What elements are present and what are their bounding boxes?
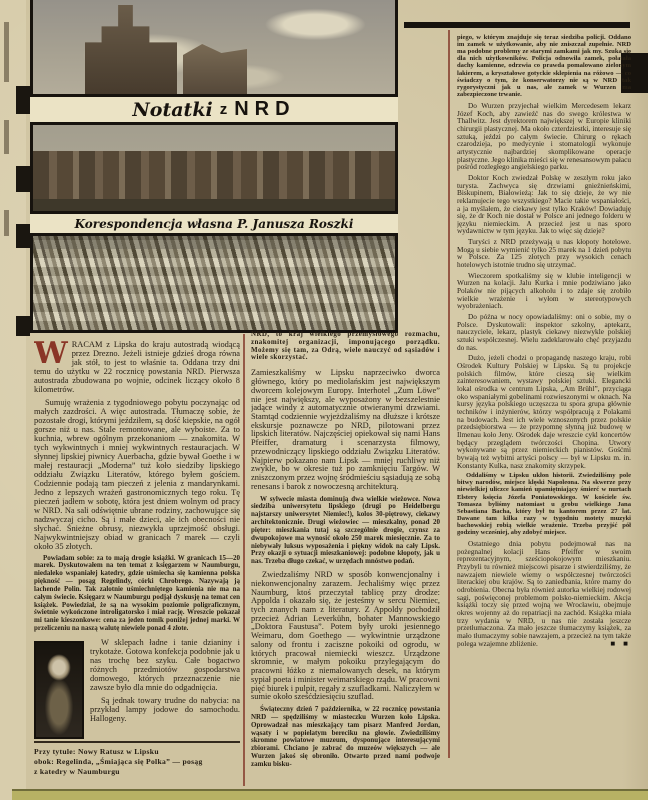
town-hall-tower-silhouette: [85, 5, 177, 94]
column-rule-left: [243, 334, 245, 786]
end-of-article-squares: ■ ■: [610, 638, 631, 648]
drop-cap: W: [34, 340, 68, 371]
paragraph-small-print: piego, w którym znajduje się teraz siedziba policji. Oddano im zamek w użytkowanie, aby nie zniszczał zupełnie. NRD ma podobne problemy ze starymi zamkami jak my. Szuka się dla nich użytkowników. Policja odnowiła zamek, połatała dachy kamienne, odrzwia co prawda pomalowano zielonym lakierem, a kryształowe gotyckie sklepienia na różowo — co świadczy o tym, że konserwatorzy nie są w NRD tak rygorystyczni jak u nas, ale zamek w Wurzen ma zabezpieczone trwanie.: [457, 34, 631, 98]
bottom-page-band: [12, 789, 648, 800]
photo-montage: [30, 0, 398, 333]
paragraph-text: Ostatniego dnia pobytu podejmował nas na pożegnalnej kolacji Hans Pfeiffer w swoim reprezentacyjnym, sześciopokojowym mieszkaniu. Przybyli tu również miejscowi pisarze i stwierdziliśmy, że nawzajem niewiele wiemy o współczesnej twórczości literackiej obu krajów. Są to zaniedbania, które mamy do odrobienia. Obecna była również autorka wielkiej rodowej sagi, poświęconej problemom polsko-niemieckim. Akcja książki toczy się przed wojną we Wrocławiu, obejmuje okres wojenny aż do repatriacji na zachód. Książka miała trzy wydania w NRD, u nas nie została jeszcze przetłumaczona. Za mało jeszcze tłumaczymy książek, za mało tłumaczymy sobie nawzajem, a przecież na tym także polega wzajemne zbliżenie.: [457, 539, 631, 648]
caption-line: obok: Regelinda, „Śmiająca się Polka” — posąg: [34, 756, 203, 766]
paragraph-small-print: Oddaliśmy w Lipsku ukłon historii. Zwiedziliśmy pole bitwy narodów, miejsce klęski Napoleona. Na skwerze przy niewielkiej uliczce kamień upamiętniający śmierć w nurtach Elstery księcia Józefa Poniatowskiego. W kościele św. Tomasza byliśmy natomiast u grobu wielkiego Jana Sebastiana Bacha, który był tu kantorem przez 27 lat. Dawane tam kilka razy w tygodniu motety muzyki bachowskiej robią wielkie wrażenie. Trzeba przyjść pół godziny wcześniej, aby zdobyć miejsce.: [457, 472, 631, 537]
paragraph: Doktor Koch zwiedzał Polskę w zeszłym roku jako turysta. Zachwyca się drzwiami gnieźnieńskimi, Biskupinem, Białowieżą: Jak to się dzieje, że wy nie reklamujecie tego wszystkiego? Macie takie wspaniałości, a ja myślałem, że ciekawy jest tylko Kraków! Dowiaduję się, że dr Koch nie dostał w Polsce ani jednego folderu w języku niemieckim. A przecież jest u nas sporo wydawnictw w tym języku. Jak to więc się dzieje?: [457, 172, 631, 236]
lead-paragraph-bold: NRD, to kraj wielkiego przemysłowego rozmachu, znakomitej organizacji, imponującego porządku. Możemy się tam, za Odrą, wiele nauczyć od sąsiadów i wiele skorzystać.: [251, 331, 440, 362]
photo-regelinda-statue: [34, 641, 84, 739]
margin-print-mark: [4, 210, 9, 236]
film-edge-mark: [16, 224, 30, 248]
film-edge-mark: [16, 166, 30, 192]
paragraph: Dużo, jeżeli chodzi o propagandę naszego kraju, robi Ośrodek Kultury Polskiej w Lipsku. Są tu projekcje polskich filmów, które cieszą się wielkim zainteresowaniem, wystawy polskiej sztuki. Elegancki lokal ośrodka w centrum Lipska, „Am Brühl”, przyciąga oko wspaniałymi gobelinami rozwieszonymi w oknach. Na kursy języka polskiego uczęszcza tu spora grupa głównie techników i inżynierów, którzy współpracują z Polakami na budowach. Jest ich wiele wznoszonych przez polskie przedsiębiorstwa — że przypomnę słynną już budowę w Ilmenau koło Jeny. Ośrodek daje wreszcie cykl koncertów będący przeglądem twórczości Chopina. Utwory wykonywane są przez niemieckich pianistów. Gośćmi bywają też wybitni artyści polscy — był w Lipsku m. in. Konstanty Kulka, nasz znakomity skrzypek.: [457, 353, 631, 470]
paragraph: Turyści z NRD przeżywają u nas kłopoty hotelowe. Mogą u siebie wymienić tylko 25 marek na 1 dzień pobytu w Polsce. Za 125 złotych przy wysokich cenach hotelowych istotnie trudno się utrzymać.: [457, 237, 631, 270]
paragraph: Są jednak towary trudne do nabycia: na przykład lampy jodowe do samochodu. Hallogeny.: [90, 695, 240, 723]
paragraph-text: RACAM z Lipska do kraju autostradą wiodącą przez Drezno. Jeżeli istnieje gdzieś droga równa jak stół, to jest to właśnie ta. Oddana trzy dni temu do użytku w 22 rocznicę powstania NRD. Pierwsza autostrada zbudowana po wojnie, odcinek liczący około 8 kilometrów.: [34, 340, 240, 394]
paragraph: Wieczorem spotkaliśmy się w klubie inteligencji w Wurzen na kolacji. Jalu Kurka i mnie podziwiano jako Polaków nie pijących alkoholu i to zdaje się zrobiło wielkie wrażenie i wyłom w stereotypowych wyobrażeniach.: [457, 270, 631, 311]
article-title-banner: [30, 94, 398, 125]
paragraph-small-print: W sylwecie miasta dominują dwa wielkie wieżowce. Nowa siedziba uniwersytetu lipskiego (drugi po Heidelbergu najstarszy uniwersytet Niemiec!), kolos 30-piętrowy, ciekawy architektonicznie. Drugi wieżowiec — mieszkalny, ponad 20 pięter: mieszkania tutaj są szczególnie drogie, czynsz za dwupokojowe ma wynosić około 250 marek miesięcznie. Za to niebywały luksus wyposażenia i piękny widok na cały Lipsk. Przy okazji o sytuacji mieszkaniowej: podobne kłopoty, jak u nas. Trzeba długo czekać, w urzędach mnóstwo podań.: [251, 494, 440, 566]
paragraph: Sumuję wrażenia z tygodniowego pobytu poczynając od małych zazdrości. A więc autostrada. Tłumaczę sobie, że pozostałe drogi, którymi jeździłem, są dość kiepskie, na ogół gorsze niż u nas. Stale remontowane, ale wyboiste. Za to kuchnia, wbrew ogólnym przekonaniom — znakomita. W tych wykwintnych i mniej wykwintnych restauracjach. W słynnej lipskiej piwnicy Auerbacha, gdzie bywał Goethe i w małej restauracji „Moderna” tuż koło siedziby lipskiego oddziału Związku Literatów, którego byłem gościem. Codziennie podają tam pieczeń z jelenia z mandarynkami. Jedno z lepszych wrażeń gastronomicznych tego roku. Tę pieczeń jadłem w sobotę, która jest dniem wolnym od pracy w NRD. Na sali odświętnie ubrane rodziny, zachowujące się nadzwyczaj cicho. Są i małe dzieci, ale ich obecności nie słychać. Śnieżne obrusy, niezwykła uprzejmość obsługi. Najwykwintniejszy obiad w granicach 7 marek — czyli około 35 złotych.: [34, 397, 240, 551]
photo-captions: [34, 741, 240, 777]
photo-car-park: [33, 236, 395, 330]
title-nrd-word: NRD: [234, 98, 296, 120]
paragraph: Zamieszkaliśmy w Lipsku naprzeciwko dworca głównego, który po mediolańskim jest największym dworcem kolejowym Europy. Interhotel „Zum Löwe” nie jest największy, ale wyposażony w bezszelestnie jadące windy z automatycznie otwieranymi drzwiami. Stamtąd codziennie wyjeżdżaliśmy na dłuższe i krótsze ekskursje poznawcze po NRD, pilotowani przez lipskich literatów. Najczęściej opiekował się nami Hans Pfeiffer, dramaturg i scenarzysta filmowy, przewodniczący lipskiego oddziału Związku Literatów. Najpierw pokazano nam Lipsk — mniej ruchliwy niż zwykle, bo w okresie tuż po zamknięciu Targów. W zniszczonym przez wojnę śródmieściu sąsiadują ze sobą renesans i barok z nowoczesną architekturą.: [251, 368, 440, 491]
caption-line: z katedry w Naumburgu: [34, 766, 120, 776]
paragraph: W sklepach ładne i tanie dzianiny i trykotaże. Gotowa konfekcja podobnie jak u nas trochę bez szyku. Całe bogactwo różnych przedmiotów gospodarstwa domowego, których przeznaczenie nie zawsze było dla mnie do odgadnięcia.: [90, 637, 240, 692]
paragraph: Zwiedzaliśmy NRD w sposób konwencjonalny i niekonwencjonalny zarazem. Jechaliśmy więc przez Naumburg, ktoś przeczytał tablicę przy drodze: Appolda i okazało się, że jesteśmy w sercu Niemiec, tych znanych nam z literatury. Z Appoldy pochodził przecież Adrian Leverkühn, bohater Mannowskiego „Doktora Faustusa”. Potem były uroki jesiennego Weimaru, dom Goethego — wykwintnie urządzone salony od frontu i zaciszne pokoiki od ogrodu, w których pracował niemiecki wieszcz. Urządzone skromnie, w małym pokoiku przylegającym do pracowni łóżko z niemalowanych desek, na którym sypiał poeta i minister weimarskiego rządu. W pracowni pięć biurek i pulpit, regały z szufladkami. Naliczyłem w sumie około sześćdziesięciu szuflad.: [251, 570, 440, 702]
film-edge-mark: [16, 86, 30, 114]
paragraph: Do późna w nocy opowiadaliśmy: oni o sobie, my o Polsce. Dyskutowali: inspektor szkolny, aptekarz, nauczyciele, lekarz, plastyk ciekawy niezwykle polskiej sztuki współczesnej. Wielu zadeklarowało chęć przyjazdu do nas.: [457, 312, 631, 352]
paragraph: [457, 540, 631, 647]
top-horizontal-rule: [404, 22, 630, 28]
paragraph-small-print: Powiadam sobie: za to mają drogie książki. W granicach 15—20 marek. Dyskutowałem na ten temat z księgarzem w Naumburgu, niedaleko wspaniałej katedry, gdzie uśmiecha się kamienna polska piękność — posąg Regelindy, córki Chrobrego. Nazywają ją lachende Polin. Tak zalotnie uśmiechniętego kamienia nie ma na całym świecie. Księgarz w Naumburgu podjął dyskusję na temat cen książek. Powiedział, że są na wysokim poziomie poligraficznym, świetnie wykończone introligatorsko i miał rację. Wreszcie pokazał mi tanie kieszonkowe: cena za jeden tomik poniżej jednej marki. W przeliczeniu na naszą walutę niewiele ponad 4 złote.: [34, 553, 240, 633]
building-silhouette: [183, 44, 247, 94]
column-middle: [251, 331, 440, 791]
paragraph: [34, 340, 240, 394]
column-left: [34, 340, 240, 788]
caption-line: Przy tytule: Nowy Ratusz w Lipsku: [34, 746, 159, 756]
photo-town-hall-tower: [33, 0, 395, 94]
margin-print-mark: [4, 120, 9, 154]
margin-print-mark: [4, 22, 9, 82]
paragraph-small-print: Świąteczny dzień 7 października, w 22 rocznicę powstania NRD — spędziliśmy w miasteczku Wurzen koło Lipska. Oprowadzał nas mieszkający tam pisarz Manfred Jordan, wąsaty i w popielatym bereciku na głowie. Zwiedziliśmy skromne powiatowe muzeum, dysponujące interesującymi zbiorami. Chciano je zabrać do muzeów większych — ale Wurzen jakoś się obroniło. Otwarto przed nami podwoje zamku bisku-: [251, 705, 440, 768]
byline-text: Korespondencja własna P. Janusza Roszki: [74, 216, 354, 231]
title-z-word: z: [219, 101, 228, 118]
column-right: [457, 34, 631, 758]
photo-leipzig-panorama: [33, 125, 395, 211]
title-script-word: Notatki: [132, 98, 213, 121]
column-rule-right: [448, 30, 450, 758]
film-edge-mark: [16, 316, 30, 336]
paragraph: Do Wurzen przyjechał wielkim Mercedesem lekarz Józef Koch, aby zawieźć nas do swego królestwa w Thallwitz. Jest dyrektorem największej w Europie kliniki chirurgii plastycznej. Ma około czterdziestki, interesuje się sztuką, jeździ po całym świecie. Chirurg o rękach czarodzieja, po medycynie i stomatologii wykonuje artystycznie najbardziej skomplikowane operacje plastyczne. Jego klinika mieści się w renesansowym pałacu pośród rozległego angielskiego parku.: [457, 100, 631, 172]
byline-banner: [30, 211, 398, 236]
